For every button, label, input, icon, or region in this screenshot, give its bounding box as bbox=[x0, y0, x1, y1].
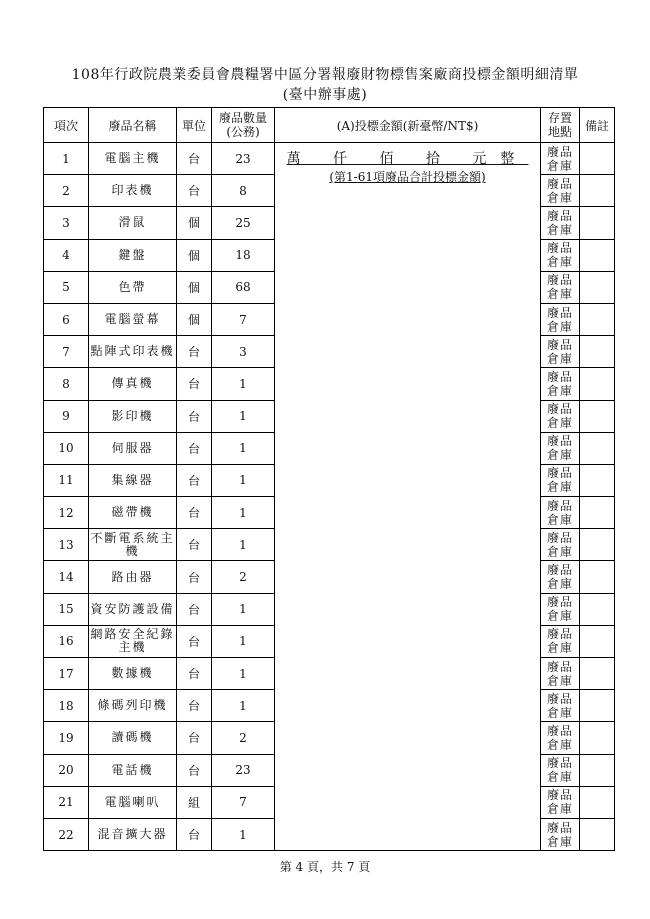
storage-location bbox=[541, 303, 580, 335]
item-name: 鍵盤 bbox=[89, 239, 177, 271]
item-quantity: 18 bbox=[212, 239, 275, 271]
remark-cell bbox=[580, 754, 615, 786]
storage-location-line1: 廢品 bbox=[546, 788, 573, 803]
storage-location-line2: 倉庫 bbox=[546, 802, 573, 817]
item-name: 條碼列印機 bbox=[89, 690, 177, 722]
bid-amount-units: 萬 仟 佰 拾 元整 bbox=[286, 151, 529, 167]
storage-location-line1: 廢品 bbox=[546, 273, 573, 288]
storage-location bbox=[541, 368, 580, 400]
item-number: 8 bbox=[44, 368, 89, 400]
item-name: 數據機 bbox=[89, 658, 177, 690]
storage-location bbox=[541, 593, 580, 625]
item-name: 路由器 bbox=[89, 561, 177, 593]
item-number: 15 bbox=[44, 593, 89, 625]
item-number: 5 bbox=[44, 271, 89, 303]
storage-location-line1: 廢品 bbox=[546, 305, 573, 320]
item-unit: 台 bbox=[177, 625, 212, 657]
storage-location-line2: 倉庫 bbox=[546, 351, 573, 366]
item-number: 14 bbox=[44, 561, 89, 593]
remark-cell bbox=[580, 400, 615, 432]
item-quantity: 1 bbox=[212, 658, 275, 690]
storage-location-line1: 廢品 bbox=[546, 498, 573, 513]
item-unit: 台 bbox=[177, 336, 212, 368]
storage-location-line2: 倉庫 bbox=[546, 158, 573, 173]
item-name: 資安防護設備 bbox=[89, 593, 177, 625]
item-name: 色帶 bbox=[89, 271, 177, 303]
storage-location-line2: 倉庫 bbox=[546, 577, 573, 592]
item-quantity: 23 bbox=[212, 754, 275, 786]
item-name: 電腦螢幕 bbox=[89, 303, 177, 335]
item-quantity: 25 bbox=[212, 207, 275, 239]
storage-location-line1: 廢品 bbox=[546, 208, 573, 223]
item-unit: 台 bbox=[177, 561, 212, 593]
remark-cell bbox=[580, 690, 615, 722]
storage-location-line1: 廢品 bbox=[546, 434, 573, 449]
storage-location bbox=[541, 690, 580, 722]
item-unit: 個 bbox=[177, 271, 212, 303]
remark-cell bbox=[580, 303, 615, 335]
item-quantity: 2 bbox=[212, 722, 275, 754]
table-row bbox=[44, 143, 615, 175]
storage-location bbox=[541, 818, 580, 850]
item-quantity: 1 bbox=[212, 400, 275, 432]
storage-location-line1: 廢品 bbox=[546, 530, 573, 545]
storage-location bbox=[541, 529, 580, 561]
item-number: 4 bbox=[44, 239, 89, 271]
remark-cell bbox=[580, 818, 615, 850]
remark-cell bbox=[580, 239, 615, 271]
storage-location-line2: 倉庫 bbox=[546, 190, 573, 205]
item-name: 影印機 bbox=[89, 400, 177, 432]
item-unit: 個 bbox=[177, 303, 212, 335]
header-no: 項次 bbox=[44, 108, 89, 143]
item-number: 7 bbox=[44, 336, 89, 368]
remark-cell bbox=[580, 464, 615, 496]
item-unit: 台 bbox=[177, 400, 212, 432]
storage-location-line2: 倉庫 bbox=[546, 319, 573, 334]
remark-cell bbox=[580, 175, 615, 207]
item-unit: 台 bbox=[177, 722, 212, 754]
remark-cell bbox=[580, 625, 615, 657]
storage-location bbox=[541, 786, 580, 818]
item-name: 電腦喇叭 bbox=[89, 786, 177, 818]
item-number: 21 bbox=[44, 786, 89, 818]
storage-location bbox=[541, 207, 580, 239]
document-title: 108年行政院農業委員會農糧署中區分署報廢財物標售案廠商投標金額明細清單 bbox=[71, 67, 579, 83]
storage-location-line1: 廢品 bbox=[546, 595, 573, 610]
item-quantity: 1 bbox=[212, 464, 275, 496]
storage-location-line2: 倉庫 bbox=[546, 480, 573, 495]
header-unit: 單位 bbox=[177, 108, 212, 143]
item-number: 18 bbox=[44, 690, 89, 722]
item-quantity: 7 bbox=[212, 786, 275, 818]
remark-cell bbox=[580, 722, 615, 754]
remark-cell bbox=[580, 561, 615, 593]
document-subtitle: (臺中辦事處) bbox=[282, 87, 368, 103]
storage-location-line1: 廢品 bbox=[546, 691, 573, 706]
remark-cell bbox=[580, 336, 615, 368]
remark-cell bbox=[580, 529, 615, 561]
table-header-row bbox=[44, 108, 615, 143]
bid-detail-table bbox=[43, 107, 615, 851]
item-unit: 台 bbox=[177, 175, 212, 207]
item-number: 17 bbox=[44, 658, 89, 690]
item-unit: 台 bbox=[177, 593, 212, 625]
item-number: 19 bbox=[44, 722, 89, 754]
item-quantity: 1 bbox=[212, 368, 275, 400]
item-quantity: 3 bbox=[212, 336, 275, 368]
storage-location bbox=[541, 754, 580, 786]
storage-location bbox=[541, 561, 580, 593]
item-unit: 台 bbox=[177, 818, 212, 850]
storage-location-line2: 倉庫 bbox=[546, 448, 573, 463]
item-unit: 台 bbox=[177, 368, 212, 400]
storage-location-line2: 倉庫 bbox=[546, 416, 573, 431]
remark-cell bbox=[580, 432, 615, 464]
bid-amount-note: (第1-61項廢品合計投標金額) bbox=[329, 170, 486, 184]
storage-location-line2: 倉庫 bbox=[546, 641, 573, 656]
storage-location bbox=[541, 239, 580, 271]
item-number: 3 bbox=[44, 207, 89, 239]
item-quantity: 1 bbox=[212, 690, 275, 722]
storage-location-line2: 倉庫 bbox=[546, 770, 573, 785]
item-number: 2 bbox=[44, 175, 89, 207]
item-number: 22 bbox=[44, 818, 89, 850]
storage-location bbox=[541, 271, 580, 303]
storage-location bbox=[541, 336, 580, 368]
storage-location-line2: 倉庫 bbox=[546, 222, 573, 237]
item-quantity: 68 bbox=[212, 271, 275, 303]
item-quantity: 1 bbox=[212, 625, 275, 657]
item-unit: 個 bbox=[177, 207, 212, 239]
storage-location bbox=[541, 658, 580, 690]
remark-cell bbox=[580, 786, 615, 818]
storage-location-line2: 倉庫 bbox=[546, 544, 573, 559]
item-number: 6 bbox=[44, 303, 89, 335]
item-name: 電腦主機 bbox=[89, 143, 177, 175]
item-number: 9 bbox=[44, 400, 89, 432]
remark-cell bbox=[580, 658, 615, 690]
item-quantity: 2 bbox=[212, 561, 275, 593]
storage-location bbox=[541, 400, 580, 432]
storage-location-line1: 廢品 bbox=[546, 402, 573, 417]
item-quantity: 1 bbox=[212, 432, 275, 464]
item-number: 20 bbox=[44, 754, 89, 786]
storage-location-line2: 倉庫 bbox=[546, 287, 573, 302]
header-qty: 廢品數量 (公務) bbox=[212, 108, 275, 143]
item-quantity: 1 bbox=[212, 497, 275, 529]
storage-location-line2: 倉庫 bbox=[546, 834, 573, 849]
item-quantity: 1 bbox=[212, 818, 275, 850]
item-number: 12 bbox=[44, 497, 89, 529]
item-unit: 台 bbox=[177, 143, 212, 175]
storage-location-line1: 廢品 bbox=[546, 466, 573, 481]
remark-cell bbox=[580, 593, 615, 625]
storage-location-line2: 倉庫 bbox=[546, 609, 573, 624]
item-name: 讀碼機 bbox=[89, 722, 177, 754]
item-unit: 台 bbox=[177, 690, 212, 722]
header-location: 存置 地點 bbox=[541, 108, 580, 143]
item-unit: 台 bbox=[177, 497, 212, 529]
page-footer: 第 4 頁，共 7 頁 bbox=[279, 860, 371, 874]
header-remark: 備註 bbox=[580, 108, 615, 143]
storage-location-line2: 倉庫 bbox=[546, 255, 573, 270]
storage-location-line2: 倉庫 bbox=[546, 737, 573, 752]
header-name: 廢品名稱 bbox=[89, 108, 177, 143]
storage-location-line1: 廢品 bbox=[546, 241, 573, 256]
storage-location bbox=[541, 432, 580, 464]
item-name: 磁帶機 bbox=[89, 497, 177, 529]
storage-location bbox=[541, 175, 580, 207]
storage-location bbox=[541, 722, 580, 754]
remark-cell bbox=[580, 368, 615, 400]
bid-amount-cell bbox=[275, 143, 541, 851]
storage-location-line1: 廢品 bbox=[546, 176, 573, 191]
item-name: 網路安全紀錄主機 bbox=[89, 625, 177, 657]
storage-location-line1: 廢品 bbox=[546, 820, 573, 835]
remark-cell bbox=[580, 207, 615, 239]
item-unit: 台 bbox=[177, 464, 212, 496]
storage-location-line1: 廢品 bbox=[546, 723, 573, 738]
item-name: 傳真機 bbox=[89, 368, 177, 400]
remark-cell bbox=[580, 143, 615, 175]
storage-location-line1: 廢品 bbox=[546, 659, 573, 674]
storage-location-line2: 倉庫 bbox=[546, 512, 573, 527]
item-quantity: 8 bbox=[212, 175, 275, 207]
storage-location-line1: 廢品 bbox=[546, 627, 573, 642]
item-unit: 台 bbox=[177, 658, 212, 690]
item-number: 1 bbox=[44, 143, 89, 175]
storage-location-line1: 廢品 bbox=[546, 369, 573, 384]
remark-cell bbox=[580, 497, 615, 529]
item-unit: 台 bbox=[177, 754, 212, 786]
item-quantity: 7 bbox=[212, 303, 275, 335]
item-name: 點陣式印表機 bbox=[89, 336, 177, 368]
storage-location bbox=[541, 497, 580, 529]
item-unit: 組 bbox=[177, 786, 212, 818]
header-bid-amount: (A)投標金額(新臺幣/NT$) bbox=[275, 108, 541, 143]
storage-location-line1: 廢品 bbox=[546, 337, 573, 352]
item-number: 16 bbox=[44, 625, 89, 657]
item-name: 滑鼠 bbox=[89, 207, 177, 239]
storage-location bbox=[541, 625, 580, 657]
item-unit: 個 bbox=[177, 239, 212, 271]
item-name: 不斷電系統主機 bbox=[89, 529, 177, 561]
storage-location-line2: 倉庫 bbox=[546, 705, 573, 720]
storage-location bbox=[541, 464, 580, 496]
storage-location-line2: 倉庫 bbox=[546, 673, 573, 688]
storage-location-line2: 倉庫 bbox=[546, 383, 573, 398]
storage-location-line1: 廢品 bbox=[546, 144, 573, 159]
item-unit: 台 bbox=[177, 529, 212, 561]
item-name: 伺服器 bbox=[89, 432, 177, 464]
item-quantity: 23 bbox=[212, 143, 275, 175]
item-name: 集線器 bbox=[89, 464, 177, 496]
storage-location bbox=[541, 143, 580, 175]
remark-cell bbox=[580, 271, 615, 303]
item-name: 混音擴大器 bbox=[89, 818, 177, 850]
item-number: 11 bbox=[44, 464, 89, 496]
item-number: 10 bbox=[44, 432, 89, 464]
item-quantity: 1 bbox=[212, 529, 275, 561]
item-quantity: 1 bbox=[212, 593, 275, 625]
item-number: 13 bbox=[44, 529, 89, 561]
storage-location-line1: 廢品 bbox=[546, 756, 573, 771]
item-name: 印表機 bbox=[89, 175, 177, 207]
storage-location-line1: 廢品 bbox=[546, 563, 573, 578]
item-unit: 台 bbox=[177, 432, 212, 464]
item-name: 電話機 bbox=[89, 754, 177, 786]
